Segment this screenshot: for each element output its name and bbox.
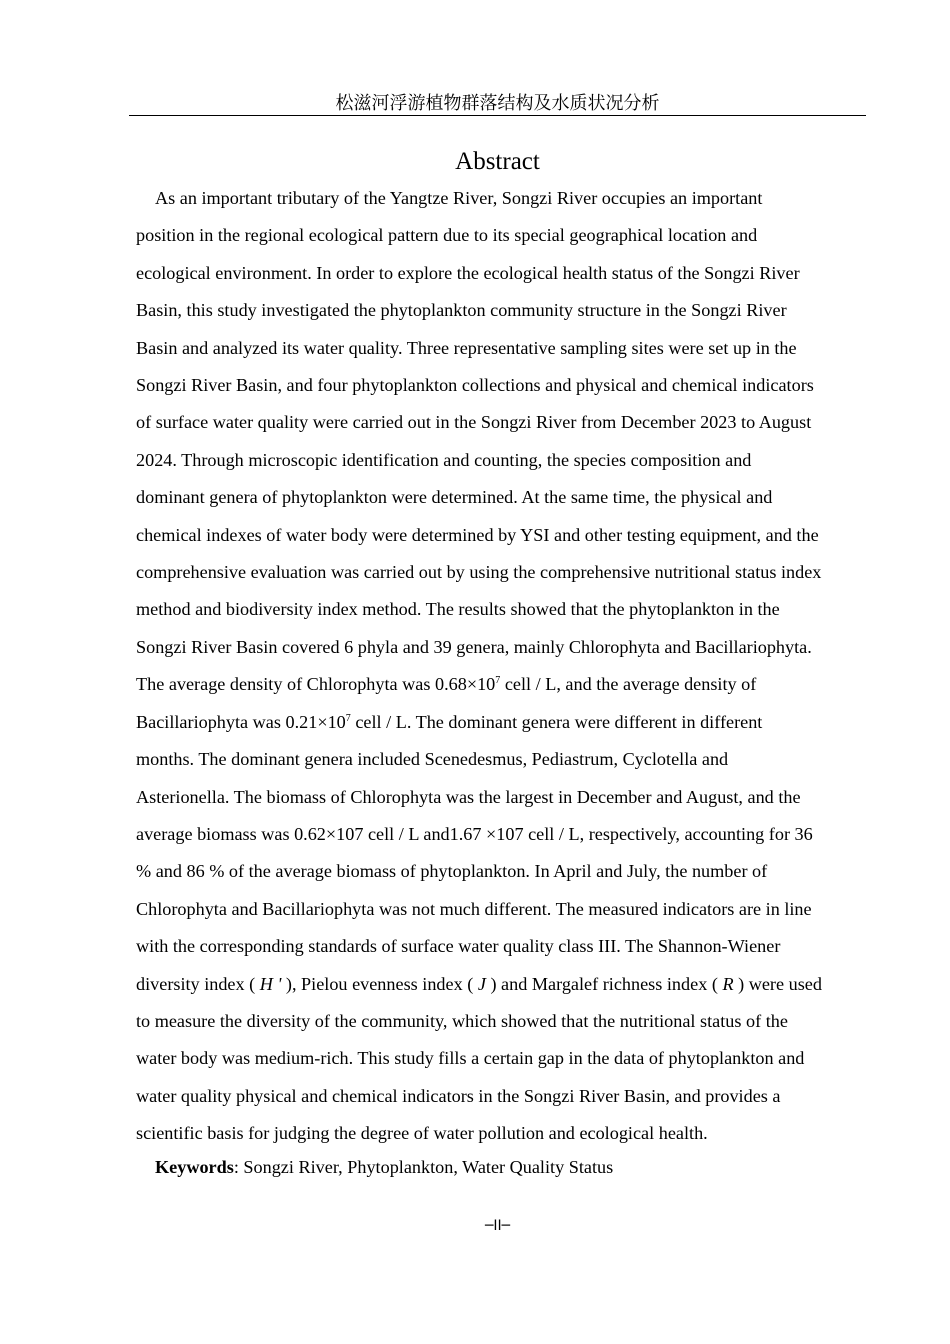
abstract-line: 2024. Through microscopic identification and counting, the species composition and (136, 449, 752, 470)
density-text-before: Bacillariophyta was 0.21×10 (136, 711, 346, 732)
abstract-line: Basin and analyzed its water quality. Three representative sampling sites were set up in the (136, 337, 797, 358)
running-header: 松滋河浮游植物群落结构及水质状况分析 (335, 93, 660, 114)
margalef-symbol: R (722, 973, 734, 994)
pielou-symbol: J (477, 973, 486, 994)
abstract-line: Basin, this study investigated the phytoplankton community structure in the Songzi River (136, 300, 787, 321)
diversity-text: ), Pielou evenness index ( (281, 973, 478, 994)
abstract-line: chemical indexes of water body were determined by YSI and other testing equipment, and the (136, 524, 819, 545)
abstract-line: water quality physical and chemical indicators in the Songzi River Basin, and provides a (136, 1085, 781, 1106)
abstract-line: Songzi River Basin, and four phytoplankton collections and physical and chemical indicators (136, 375, 814, 396)
abstract-line: with the corresponding standards of surface water quality class III. The Shannon-Wiener (136, 936, 781, 957)
page-number: ─II─ (484, 1218, 511, 1234)
keywords-line (155, 1153, 613, 1181)
keywords-label: Keywords (155, 1157, 234, 1177)
density-line-bacillariophyta (136, 704, 864, 741)
abstract-line: % and 86 % of the average biomass of phytoplankton. In April and July, the number of (136, 861, 768, 882)
abstract-line: dominant genera of phytoplankton were determined. At the same time, the physical and (136, 487, 773, 508)
abstract-title: Abstract (455, 148, 540, 175)
density-text-before: The average density of Chlorophyta was 0.68×10 (136, 674, 496, 695)
density-line-chlorophyta (136, 666, 864, 703)
density-exponent: 7 (345, 712, 351, 724)
abstract-line: water body was medium-rich. This study fills a certain gap in the data of phytoplankton and (136, 1048, 805, 1069)
abstract-line: months. The dominant genera included Scenedesmus, Pediastrum, Cyclotella and (136, 749, 729, 770)
abstract-line: Chlorophyta and Bacillariophyta was not much different. The measured indicators are in line (136, 898, 812, 919)
density-text-after: cell / L, and the average density of (500, 674, 757, 695)
abstract-line: scientific basis for judging the degree of water pollution and ecological health. (136, 1123, 708, 1144)
abstract-line: to measure the diversity of the community, which showed that the nutritional status of the (136, 1010, 788, 1031)
keywords-text: : Songzi River, Phytoplankton, Water Quality Status (233, 1157, 614, 1177)
abstract-line: As an important tributary of the Yangtze River, Songzi River occupies an important (155, 188, 763, 208)
diversity-index-line (136, 966, 864, 1003)
abstract-line: position in the regional ecological pattern due to its special geographical location and (136, 225, 758, 246)
density-text-after: cell / L. The dominant genera were different in different (350, 711, 763, 732)
diversity-text: ) and Margalef richness index ( (485, 973, 723, 994)
abstract-body (136, 180, 864, 1153)
abstract-line: comprehensive evaluation was carried out by using the comprehensive nutritional status index (136, 562, 822, 583)
abstract-line: ecological environment. In order to explore the ecological health status of the Songzi River (136, 262, 800, 283)
abstract-line: Songzi River Basin covered 6 phyla and 39 genera, mainly Chlorophyta and Bacillariophyta. (136, 636, 812, 657)
abstract-line: Asterionella. The biomass of Chlorophyta was the largest in December and August, and the (136, 786, 801, 807)
density-exponent: 7 (495, 675, 501, 687)
shannon-symbol: H ' (259, 973, 282, 994)
header-rule (129, 115, 866, 116)
abstract-line: average biomass was 0.62×107 cell / L and1.67 ×107 cell / L, respectively, accounting for 36 (136, 823, 813, 844)
abstract-line: method and biodiversity index method. The results showed that the phytoplankton in the (136, 599, 780, 620)
diversity-text: diversity index ( (136, 973, 260, 994)
diversity-text: ) were used (733, 973, 822, 994)
abstract-line: of surface water quality were carried out in the Songzi River from December 2023 to August (136, 412, 812, 433)
